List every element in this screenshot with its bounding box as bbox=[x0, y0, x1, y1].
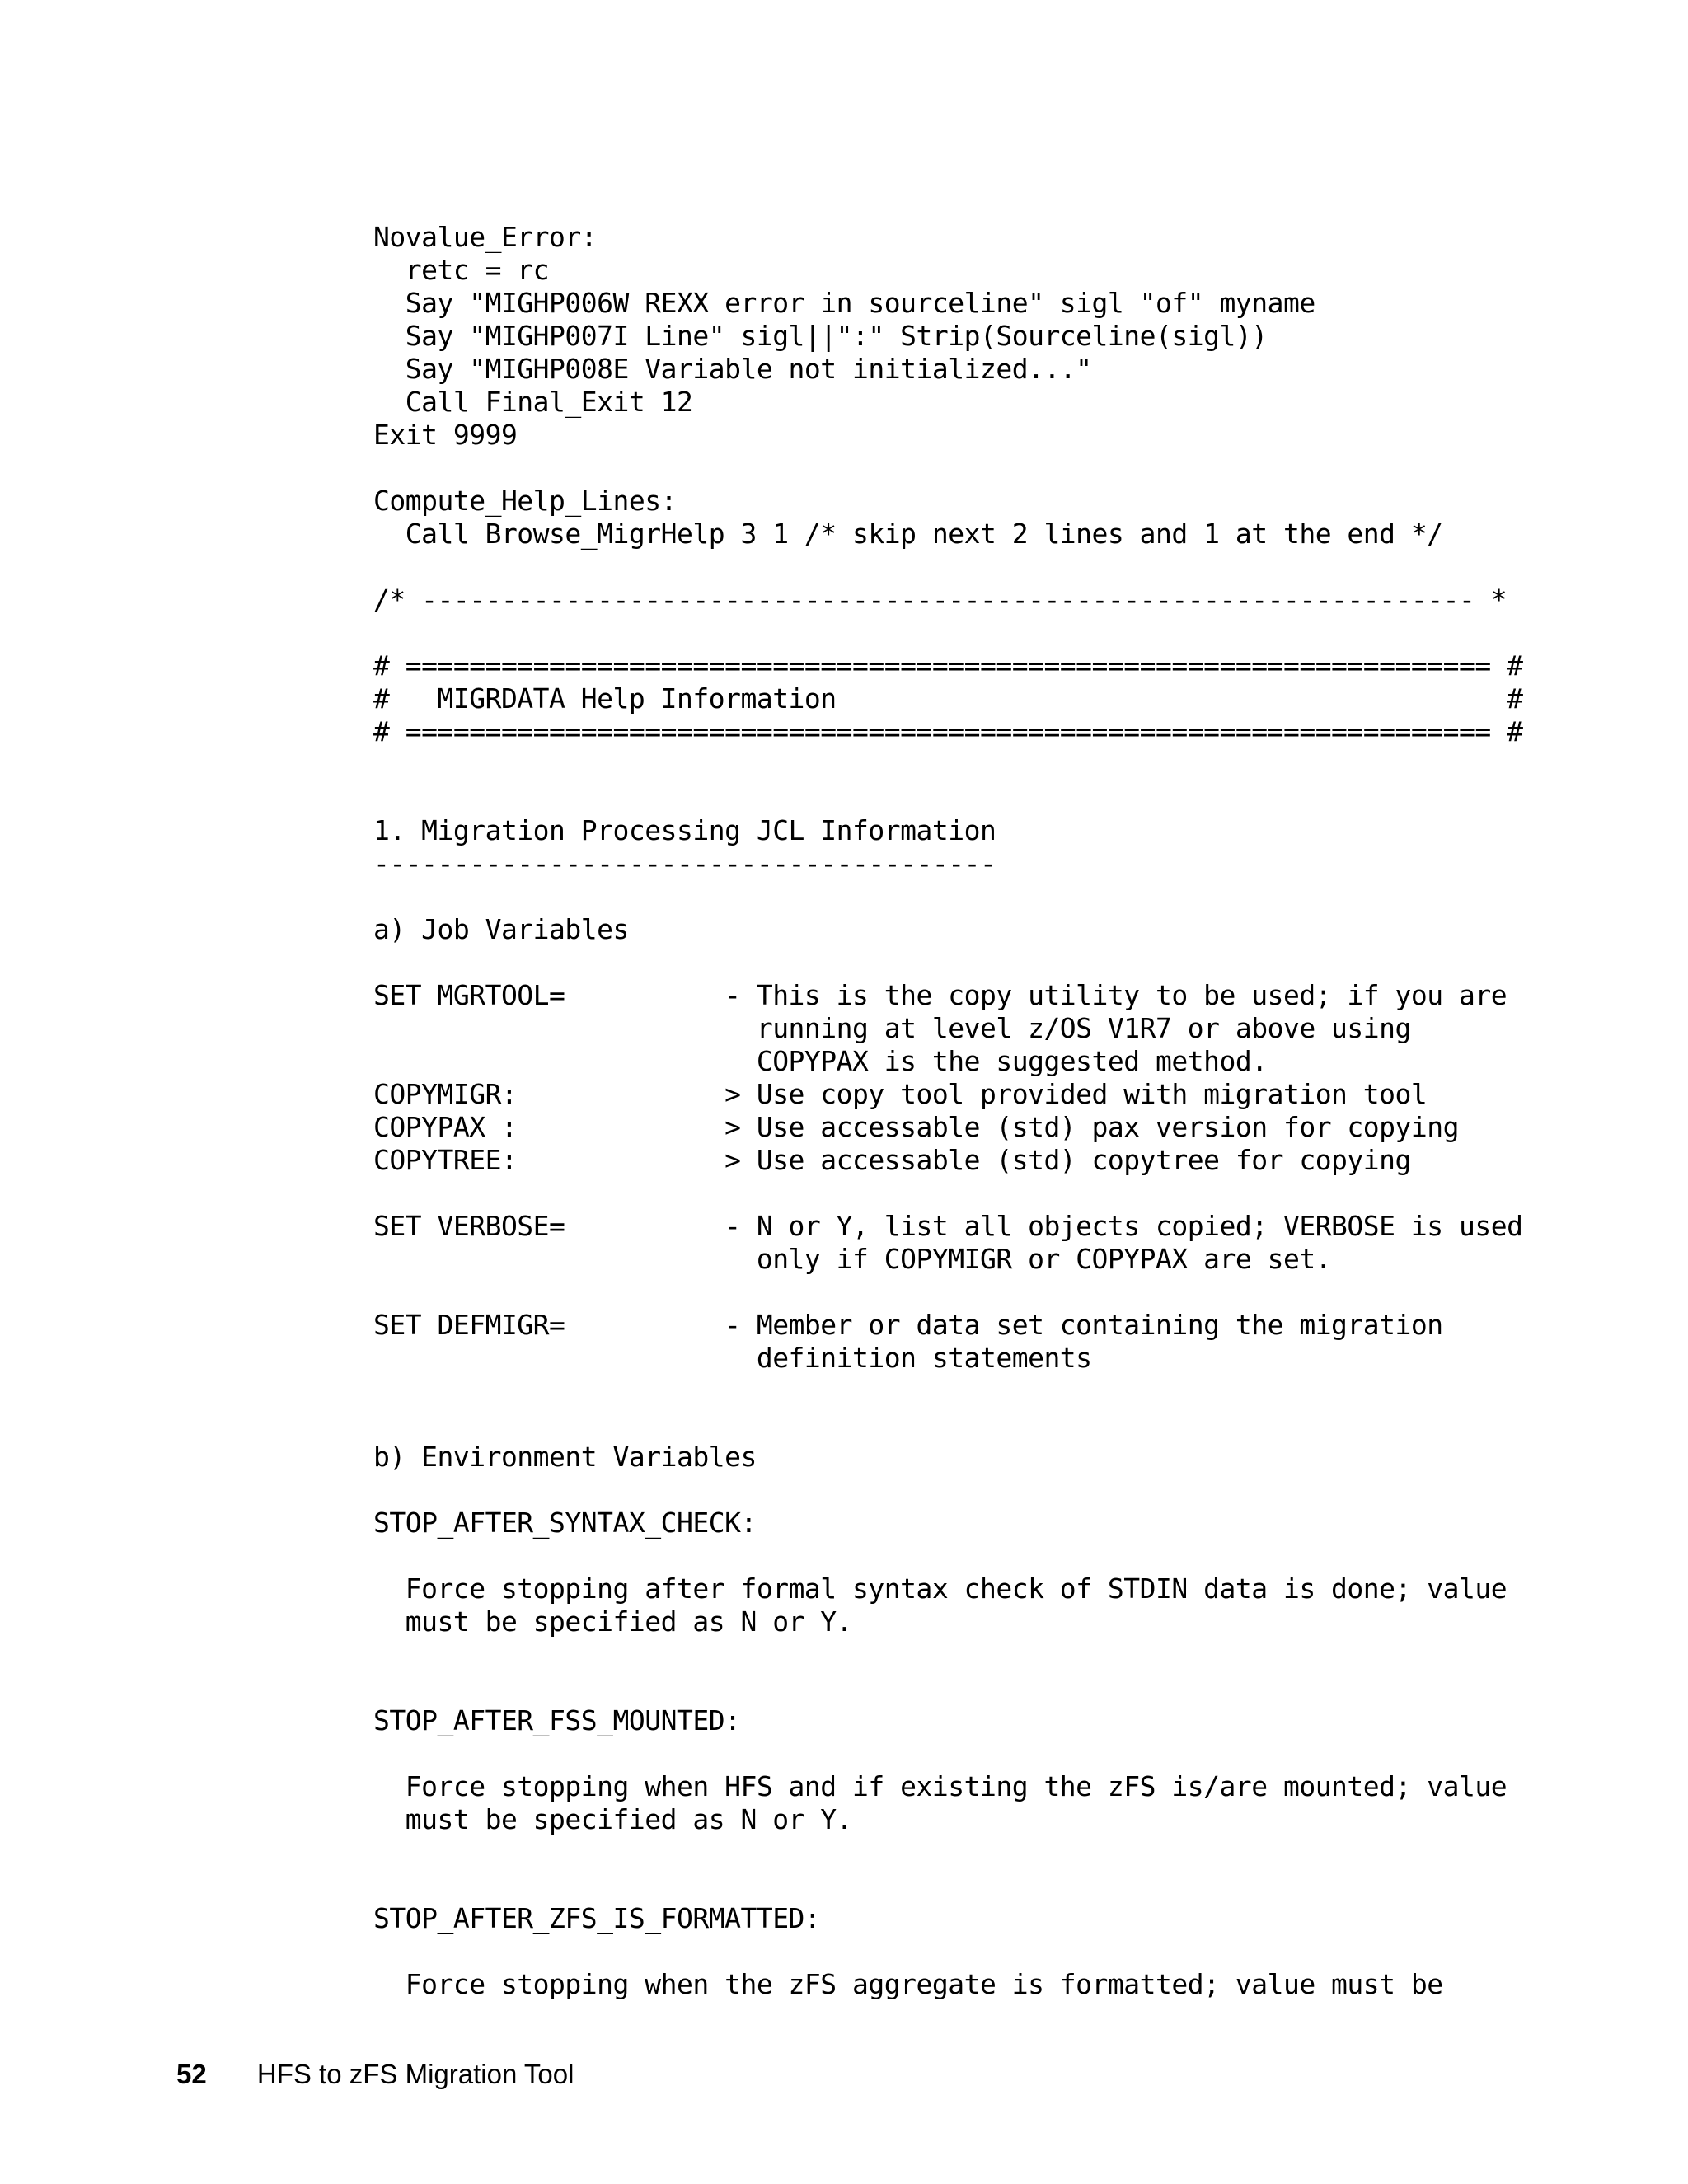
code-line: STOP_AFTER_FSS_MOUNTED: bbox=[373, 1704, 741, 1736]
code-line bbox=[373, 616, 1522, 649]
code-line bbox=[373, 1540, 1522, 1572]
code-line: Novalue_Error: bbox=[373, 221, 598, 253]
code-line: 1. Migration Processing JCL Information bbox=[373, 814, 996, 846]
code-line: definition statements bbox=[373, 1342, 1092, 1374]
code-line bbox=[373, 1671, 1522, 1704]
code-line bbox=[373, 880, 1522, 913]
code-line: Call Final_Exit 12 bbox=[373, 386, 693, 418]
code-line: COPYTREE: > Use accessable (std) copytree for copying bbox=[373, 1144, 1411, 1176]
code-line: a) Job Variables bbox=[373, 913, 629, 945]
code-line: Say "MIGHP006W REXX error in sourceline" sigl "of" myname bbox=[373, 287, 1315, 319]
code-line: --------------------------------------- bbox=[373, 847, 996, 879]
code-line bbox=[373, 1869, 1522, 1902]
code-line bbox=[373, 781, 1522, 814]
code-line: COPYMIGR: > Use copy tool provided with migration tool bbox=[373, 1078, 1428, 1110]
code-line: Say "MIGHP008E Variable not initialized..." bbox=[373, 353, 1092, 385]
code-line: only if COPYMIGR or COPYPAX are set. bbox=[373, 1243, 1332, 1275]
code-line: must be specified as N or Y. bbox=[373, 1605, 853, 1638]
code-line bbox=[373, 1638, 1522, 1671]
code-line: STOP_AFTER_ZFS_IS_FORMATTED: bbox=[373, 1902, 821, 1934]
running-title: HFS to zFS Migration Tool bbox=[256, 2059, 574, 2089]
page-footer bbox=[176, 2059, 574, 2090]
code-line bbox=[373, 452, 1522, 485]
code-line bbox=[373, 1836, 1522, 1869]
code-line bbox=[373, 1276, 1522, 1309]
code-line bbox=[373, 551, 1522, 583]
code-line: Call Browse_MigrHelp 3 1 /* skip next 2 lines and 1 at the end */ bbox=[373, 518, 1443, 550]
code-line: Compute_Help_Lines: bbox=[373, 485, 677, 517]
code-line: Say "MIGHP007I Line" sigl||":" Strip(Sourceline(sigl)) bbox=[373, 320, 1268, 352]
page-number: 52 bbox=[176, 2059, 207, 2089]
code-line bbox=[373, 1408, 1522, 1441]
code-line: Force stopping when HFS and if existing the zFS is/are mounted; value bbox=[373, 1770, 1507, 1802]
code-line: # ==================================================================== # bbox=[373, 715, 1523, 748]
code-line: COPYPAX : > Use accessable (std) pax version for copying bbox=[373, 1111, 1460, 1143]
code-line: SET VERBOSE= - N or Y, list all objects copied; VERBOSE is used bbox=[373, 1210, 1523, 1242]
code-line: STOP_AFTER_SYNTAX_CHECK: bbox=[373, 1507, 757, 1539]
code-line bbox=[373, 946, 1522, 979]
code-line: /* ------------------------------------------------------------------ * bbox=[373, 583, 1507, 616]
code-line bbox=[373, 1935, 1522, 1968]
code-line bbox=[373, 748, 1522, 781]
code-line bbox=[373, 1177, 1522, 1210]
code-line: SET MGRTOOL= - This is the copy utility to be used; if you are bbox=[373, 979, 1507, 1011]
code-line: # MIGRDATA Help Information # bbox=[373, 682, 1523, 715]
code-line: # ==================================================================== # bbox=[373, 649, 1523, 682]
code-line: running at level z/OS V1R7 or above using bbox=[373, 1012, 1411, 1044]
code-line: SET DEFMIGR= - Member or data set containing the migration bbox=[373, 1309, 1443, 1341]
code-line: COPYPAX is the suggested method. bbox=[373, 1045, 1268, 1077]
code-line: Exit 9999 bbox=[373, 419, 518, 451]
code-line bbox=[373, 1474, 1522, 1507]
code-line: retc = rc bbox=[373, 254, 550, 286]
code-line: b) Environment Variables bbox=[373, 1441, 757, 1473]
code-listing bbox=[373, 221, 1522, 2001]
code-line: Force stopping when the zFS aggregate is formatted; value must be bbox=[373, 1968, 1443, 2000]
code-line bbox=[373, 1737, 1522, 1770]
code-line: must be specified as N or Y. bbox=[373, 1803, 853, 1835]
code-line: Force stopping after formal syntax check of STDIN data is done; value bbox=[373, 1572, 1507, 1605]
code-line bbox=[373, 1375, 1522, 1408]
